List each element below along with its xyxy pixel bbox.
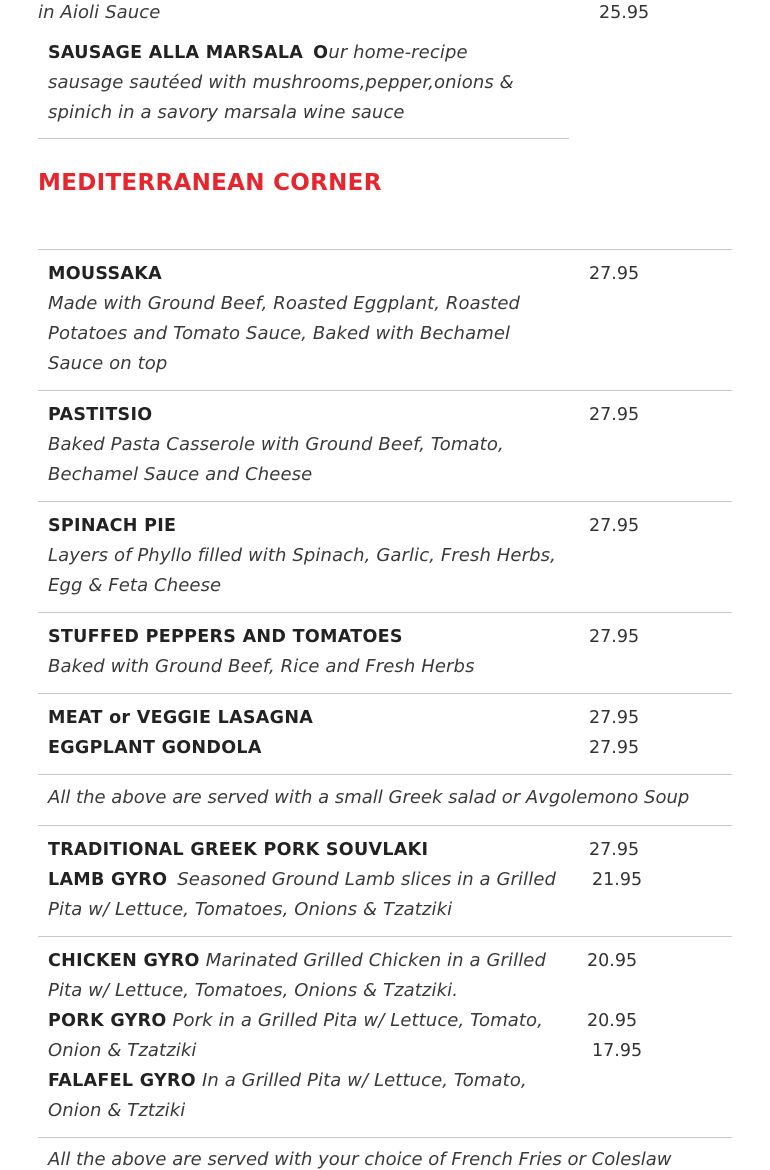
menu-item-spinach-pie [48,511,568,601]
item-price: 21.95 [592,870,643,890]
item-name: TRADITIONAL GREEK PORK SOUVLAKI [48,840,429,860]
item-desc-line: Made with Ground Beef, Roasted Eggplant, Roasted [48,293,521,314]
menu-item-moussaka [48,259,568,379]
menu-item-souvlaki-group [48,835,568,925]
menu-item-pastitsio [48,400,568,490]
divider [38,693,732,694]
item-name: EGGPLANT GONDOLA [48,738,262,758]
item-desc: ur home-recipe [328,42,468,63]
served-with-note: All the above are served with your choice of French Fries or Coleslaw [48,1149,672,1170]
previous-item-price: 25.95 [599,3,650,23]
menu-item-sausage-marsala [48,38,568,128]
section-title: MEDITERRANEAN CORNER [38,170,382,196]
item-desc-line: Pita w/ Lettuce, Tomatoes, Onions & Tzatziki. [48,980,459,1001]
served-with-note: All the above are served with a small Greek salad or Avgolemono Soup [48,787,690,808]
divider [38,774,732,775]
item-desc: In a Grilled Pita w/ Lettuce, Tomato, [201,1070,527,1091]
item-desc-line: Egg & Feta Cheese [48,575,222,596]
previous-item-description: in Aioli Sauce [38,2,161,23]
item-desc-line: Baked with Ground Beef, Rice and Fresh Herbs [48,656,475,677]
item-desc-line: Onion & Tztziki [48,1100,186,1121]
item-price: 27.95 [589,405,640,425]
divider [38,249,732,250]
item-name: CHICKEN GYRO [48,951,200,971]
item-price: 20.95 [587,951,638,971]
item-price: 27.95 [589,627,640,647]
divider [38,1137,732,1138]
item-name: FALAFEL GYRO [48,1071,196,1091]
divider [38,936,732,937]
item-desc-line: Onion & Tzatziki [48,1040,197,1061]
item-desc: Pork in a Grilled Pita w/ Lettuce, Tomato, [172,1010,543,1031]
item-desc-initial: O [313,43,329,63]
item-name: PASTITSIO [48,405,153,425]
item-desc-line: Bechamel Sauce and Cheese [48,464,313,485]
item-price: 27.95 [589,708,640,728]
divider [38,612,732,613]
item-price: 27.95 [589,840,640,860]
item-desc-line: sausage sautéed with mushrooms,pepper,onions & [48,72,514,93]
item-name: MEAT or VEGGIE LASAGNA [48,708,314,728]
item-price: 17.95 [592,1041,643,1061]
item-desc: Seasoned Ground Lamb slices in a Grilled [177,869,557,890]
item-name: PORK GYRO [48,1011,167,1031]
item-desc-line: Potatoes and Tomato Sauce, Baked with Bechamel [48,323,511,344]
item-name: MOUSSAKA [48,264,162,284]
divider [38,501,732,502]
item-name: LAMB GYRO [48,870,168,890]
menu-item-stuffed-peppers [48,622,568,682]
item-desc-line: Layers of Phyllo filled with Spinach, Garlic, Fresh Herbs, [48,545,556,566]
item-name: STUFFED PEPPERS AND TOMATOES [48,627,403,647]
item-price: 27.95 [589,516,640,536]
divider [38,825,732,826]
menu-item-lasagna-group [48,703,568,763]
divider [38,390,732,391]
item-name: SAUSAGE ALLA MARSALA [48,43,304,63]
item-price: 20.95 [587,1011,638,1031]
menu-item-gyro-group [48,946,568,1126]
item-desc-line: Sauce on top [48,353,168,374]
item-price: 27.95 [589,264,640,284]
item-price: 27.95 [589,738,640,758]
item-desc-line: spinich in a savory marsala wine sauce [48,102,405,123]
divider [38,138,569,139]
item-desc-line: Pita w/ Lettuce, Tomatoes, Onions & Tzatziki [48,899,453,920]
item-desc-line: Baked Pasta Casserole with Ground Beef, Tomato, [48,434,504,455]
item-name: SPINACH PIE [48,516,177,536]
item-desc: Marinated Grilled Chicken in a Grilled [205,950,546,971]
